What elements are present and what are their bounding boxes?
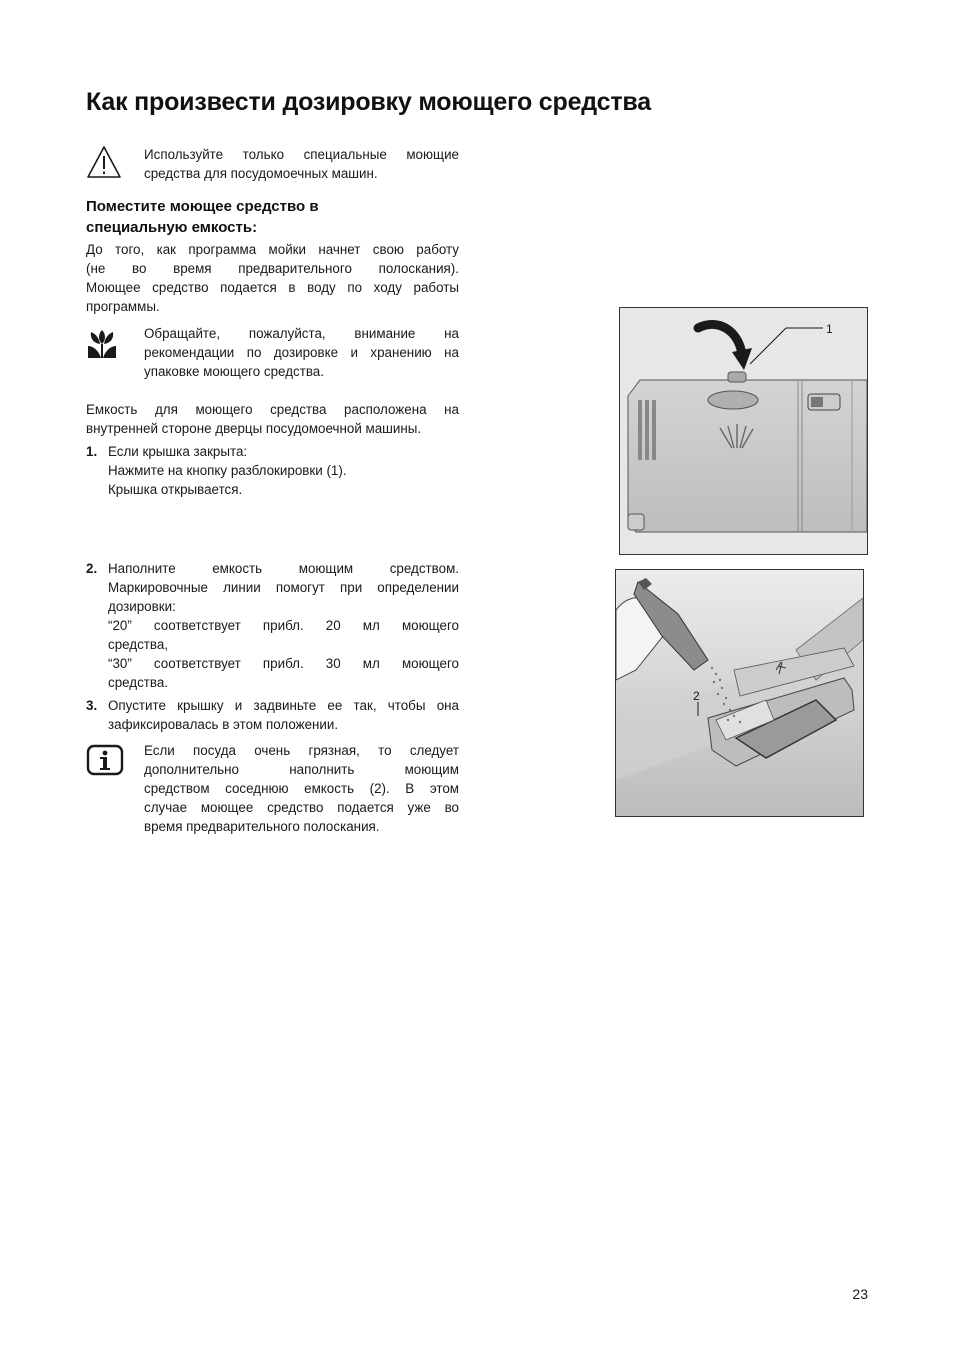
info-note-text — [144, 741, 459, 836]
step-line: дозировки: — [108, 599, 176, 614]
figure-callout: 1 — [826, 322, 833, 336]
step-line: Крышка открывается. — [108, 482, 243, 497]
step-number: 1. — [86, 444, 98, 459]
eco-line: упаковке моющего средства. — [144, 364, 324, 379]
info-line: случае моющее средство подается уже во — [144, 800, 459, 815]
section-heading-line: Поместите моющее средство в — [86, 198, 319, 215]
eco-note-text — [144, 324, 459, 381]
intro-line: Моющее средство подается в воду по ходу работы — [86, 280, 459, 295]
step-2-text — [108, 559, 459, 692]
step-line: Опустите крышку и задвиньте ее так, чтобы она — [108, 698, 459, 713]
dispenser-closed-illustration — [620, 308, 867, 554]
page-number: 23 — [852, 1286, 868, 1302]
section-heading-line: специальную емкость: — [86, 219, 258, 236]
location-line: Емкость для моющего средства расположена на — [86, 402, 459, 417]
section-intro — [86, 240, 459, 316]
step-line: Нажмите на кнопку разблокировки (1). — [108, 463, 347, 478]
step-line: средства. — [108, 675, 169, 690]
figure-callout: 2 — [693, 689, 700, 703]
step-number: 2. — [86, 561, 98, 576]
step-line: “20” соответствует прибл. 20 мл моющего — [108, 618, 459, 633]
step-line: Наполните емкость моющим средством. — [108, 561, 459, 576]
info-line: Если посуда очень грязная, то следует — [144, 743, 459, 758]
location-text — [86, 400, 459, 438]
step-3-text — [108, 696, 459, 734]
step-1-text — [108, 442, 459, 499]
info-icon — [86, 744, 124, 776]
step-line: средства, — [108, 637, 169, 652]
info-line: время предварительного полоскания. — [144, 819, 380, 834]
step-number: 3. — [86, 698, 98, 713]
warning-text — [144, 145, 459, 183]
warning-triangle-icon — [86, 145, 122, 179]
step-line: “30” соответствует прибл. 30 мл моющего — [108, 656, 459, 671]
warning-line: средства для посудомоечных машин. — [144, 166, 378, 181]
eco-line: рекомендации по дозировке и хранению на — [144, 345, 459, 360]
figure-dispenser-closed — [619, 307, 868, 555]
figure-filling-detergent — [615, 569, 864, 817]
eco-line: Обращайте, пожалуйста, внимание на — [144, 326, 459, 341]
eco-flower-icon — [86, 326, 118, 360]
step-line: Маркировочные линии помогут при определении — [108, 580, 459, 595]
step-line: зафиксировалась в этом положении. — [108, 717, 339, 732]
intro-line: До того, как программа мойки начнет свою работу — [86, 242, 459, 257]
page-title: Как произвести дозировку моющего средства — [86, 88, 651, 116]
filling-detergent-illustration — [616, 570, 863, 816]
location-line: внутренней стороне дверцы посудомоечной машины. — [86, 421, 422, 436]
intro-line: программы. — [86, 299, 160, 314]
intro-line: (не во время предварительного полоскания). — [86, 261, 459, 276]
section-heading — [86, 196, 416, 238]
step-line: Если крышка закрыта: — [108, 444, 248, 459]
warning-line: Используйте только специальные моющие — [144, 147, 459, 162]
info-line: дополнительно наполнить моющим — [144, 762, 459, 777]
info-line: средством соседнюю емкость (2). В этом — [144, 781, 459, 796]
